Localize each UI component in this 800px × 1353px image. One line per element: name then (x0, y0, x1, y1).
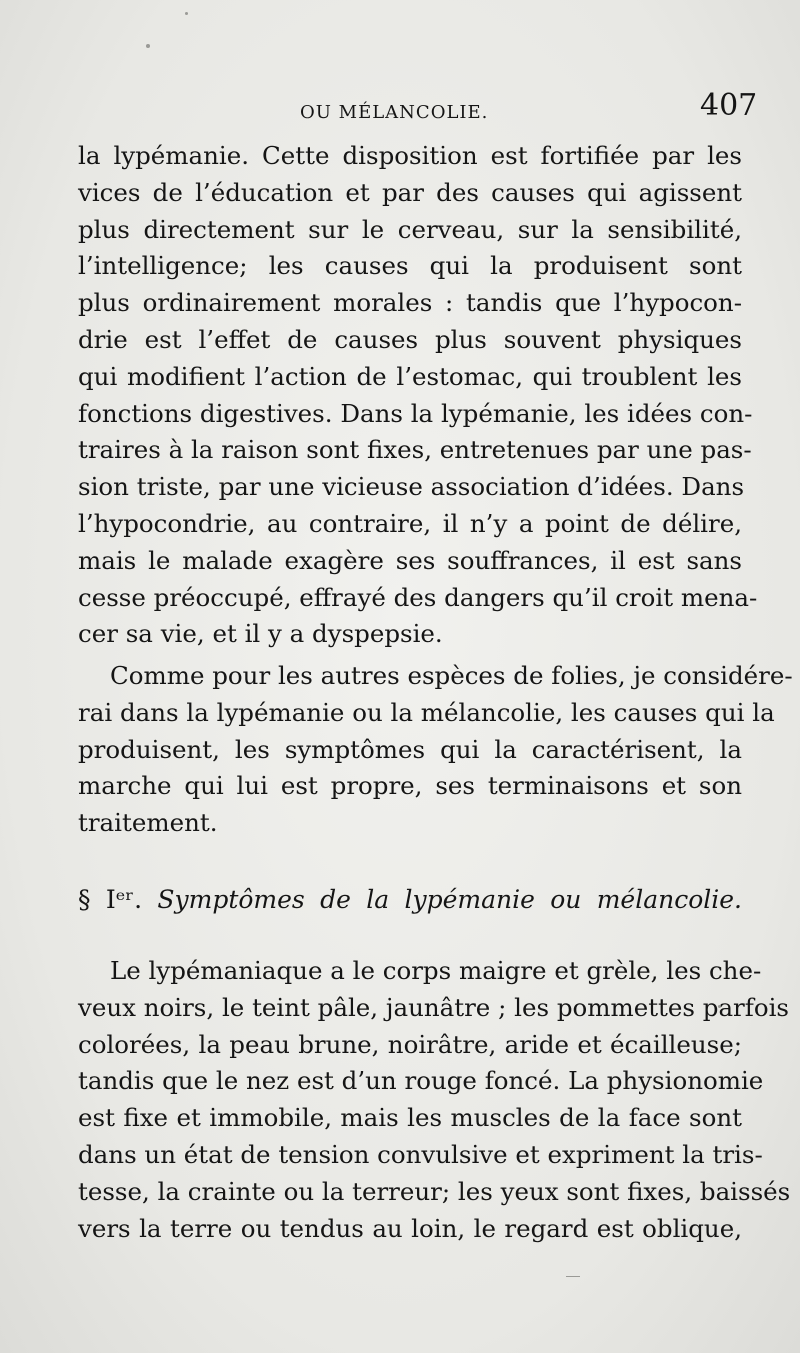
paragraph-1 (78, 138, 758, 653)
paragraph-3 (78, 953, 791, 1247)
text-line: plus ordinairement morales : tandis que l’hypocon- (78, 288, 742, 318)
section-heading (78, 885, 742, 914)
section-number: § Iᵉʳ. (78, 885, 143, 914)
ink-speck (566, 1276, 580, 1277)
text-line: Comme pour les autres espèces de folies, je considére- (110, 661, 793, 690)
ink-speck (146, 44, 150, 48)
page-number: 407 (700, 88, 758, 123)
text-line: mais le malade exagère ses souffrances, il est sans (78, 545, 742, 575)
paragraph-2 (78, 658, 793, 842)
text-line: l’hypocondrie, au contraire, il n’y a point de délire, (78, 508, 742, 538)
text-line: vers la terre ou tendus au loin, le regard est oblique, (78, 1213, 742, 1243)
text-line: cesse préoccupé, effrayé des dangers qu’il croit mena- (78, 582, 758, 612)
text-line: fonctions digestives. Dans la lypémanie, les idées con- (78, 398, 753, 428)
text-line: dans un état de tension convulsive et expriment la tris- (78, 1139, 763, 1169)
text-line: la lypémanie. Cette disposition est fortifiée par les (78, 141, 742, 170)
text-line: est fixe et immobile, mais les muscles de la face sont (78, 1103, 742, 1133)
text-line: sion triste, par une vicieuse association d’idées. Dans (78, 472, 745, 502)
text-line: colorées, la peau brune, noirâtre, aride et écailleuse; (78, 1029, 742, 1059)
text-line: tesse, la crainte ou la terreur; les yeux sont fixes, baissés (78, 1176, 791, 1206)
text-line: traitement. (78, 808, 218, 838)
text-line: veux noirs, le teint pâle, jaunâtre ; les pommettes parfois (78, 992, 789, 1022)
text-line: produisent, les symptômes qui la caractérisent, la (78, 734, 742, 764)
text-line: Le lypémaniaque a le corps maigre et grèle, les che- (110, 956, 762, 985)
running-head: OU MÉLANCOLIE. (300, 102, 489, 123)
text-line: drie est l’effet de causes plus souvent physiques (78, 324, 742, 354)
text-line: vices de l’éducation et par des causes qui agissent (78, 177, 742, 207)
text-line: qui modifient l’action de l’estomac, qui troublent les (78, 361, 742, 391)
text-line: cer sa vie, et il y a dyspepsie. (78, 619, 443, 649)
text-line: tandis que le nez est d’un rouge foncé. La physionomie (78, 1066, 764, 1096)
section-title: Symptômes de la lypémanie ou mélancolie. (157, 885, 742, 914)
text-line: plus directement sur le cerveau, sur la sensibilité, (78, 214, 742, 244)
text-line: traires à la raison sont fixes, entretenues par une pas- (78, 435, 752, 465)
text-line: marche qui lui est propre, ses terminaisons et son (78, 771, 742, 801)
ink-speck (185, 12, 188, 15)
text-line: l’intelligence; les causes qui la produisent sont (78, 251, 742, 281)
text-line: rai dans la lypémanie ou la mélancolie, les causes qui la (78, 697, 775, 727)
